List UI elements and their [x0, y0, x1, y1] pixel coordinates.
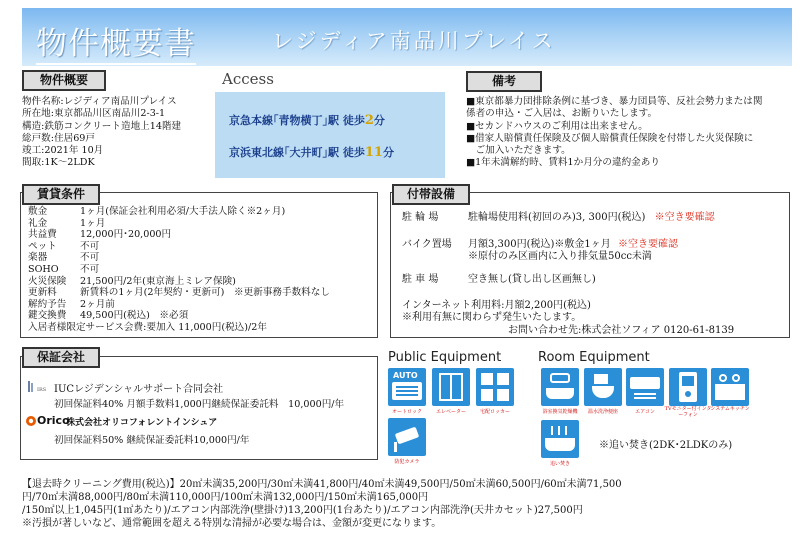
public-equipment-title: Public Equipment: [388, 350, 502, 365]
cleaning-line: 円/70㎡未満88,000円/80㎡未満110,000円/100㎡未満132,000円/150㎡未満165,000円: [22, 492, 429, 503]
route-unit: 分: [382, 146, 394, 159]
overview-line: 所在地:東京都品川区南品川2-3-1: [22, 108, 166, 120]
reheating-bath-icon: [541, 420, 579, 458]
rent-row: 火災保険 21,500円/2年(東京海上ミレア保険): [28, 275, 236, 287]
rent-row: 更新料 新賃料の1ヶ月(2年契約・更新可) ※更新事務手数料なし: [28, 287, 330, 299]
overview-list: [22, 96, 181, 170]
orico-mark-icon: [26, 416, 36, 426]
rent-service-line: 入居者様限定サービス会費:要加入 11,000円(税込)/2年: [28, 321, 267, 333]
auto-lock-icon: AUTO: [388, 368, 426, 406]
cleaning-line: /150㎡以上1,045円(1㎡あたり)/エアコン内部洗浄(壁掛け)13,200円(1台あたり)/エアコン内部洗浄(天井カセット)27,500円: [22, 505, 583, 516]
route-unit: 分: [373, 114, 385, 127]
elevator-icon: [432, 368, 470, 406]
overview-tag: 物件概要: [22, 70, 106, 91]
facilities-tag: 付帯設備: [392, 184, 470, 205]
remarks-line: 係者の申込・ご入居は、お断りいたします。: [466, 108, 658, 120]
delivery-locker-icon: [476, 368, 514, 406]
guarantee-company-detail: 初回保証料50% 継続保証委託料10,000円/年: [54, 435, 250, 446]
guarantee-company-name: IUCレジデンシャルサポート合同会社: [54, 384, 224, 395]
property-name-heading: レジディア南品川プレイス: [272, 29, 556, 53]
guarantee-tag: 保証会社: [22, 347, 100, 368]
access-route: [229, 112, 385, 128]
guarantee-company-detail: 初回保証料40% 月額手数料1,000円継続保証委託料 10,000円/年: [54, 399, 345, 410]
overview-line: 物件名称:レジディア南品川プレイス: [22, 96, 177, 107]
washlet-label: 温水洗浄便座: [587, 409, 618, 415]
route-minutes: 2: [364, 113, 374, 128]
access-title: Access: [222, 70, 274, 88]
overview-line: 竣工:2021年 10月: [22, 145, 104, 157]
route-minutes: 11: [364, 145, 383, 160]
overview-line: 総戸数:住居69戸: [22, 132, 96, 144]
auto-lock-label: オートロック: [392, 409, 422, 415]
cleaning-fees: [22, 478, 622, 530]
rent-row: ペット 不可: [28, 240, 100, 252]
orico-logo: Orico: [26, 414, 70, 427]
system-kitchen-label: システムキッチン: [710, 406, 750, 412]
elevator-label: エレベーター: [435, 409, 466, 415]
guarantee-company-name: 株式会社オリコフォレントインシュア: [66, 418, 218, 428]
remarks-list: [466, 96, 763, 170]
rent-row: 解約予告 2ヶ月前: [28, 298, 115, 310]
irs-logo-text: IRS: [37, 387, 47, 393]
remarks-tag: 備考: [466, 71, 542, 92]
motorbike-sub-note: ※原付のみ区画内に入り排気量50cc未満: [468, 251, 652, 262]
reheating-note: ※追い焚き(2DK･2LDKのみ): [599, 440, 733, 451]
security-camera-label: 防犯カメラ: [394, 459, 420, 465]
internet-fee: インターネット利用料:月額2,200円(税込): [402, 300, 591, 311]
security-camera-icon: [388, 418, 426, 456]
rent-row: 敷金 1ヶ月(保証会社利用必須/大手法人除く※2ヶ月): [28, 206, 286, 217]
motorbike-row: バイク置場 月額3,300円(税込)※敷金1ヶ月 ※空き要確認: [402, 239, 678, 250]
remarks-line: ■1年未満解約時、賃料1か月分の違約金あり: [466, 157, 660, 169]
delivery-locker-label: 宅配ロッカー: [480, 409, 510, 415]
internet-note: ※利用有無に関わらず発生いたします。: [402, 312, 582, 323]
cleaning-line: ※汚損が著しいなど、通常範囲を超える特別な清掃が必要な場合は、金額が変更になります。: [22, 518, 442, 529]
document-title: 物件概要書: [36, 18, 196, 63]
overview-line: 構造:鉄筋コンクリート造地上14階建: [22, 120, 182, 132]
availability-note: ※空き要確認: [617, 239, 678, 250]
tv-intercom-icon: [669, 368, 707, 406]
rent-row: 礼金 1ヶ月: [28, 217, 106, 229]
route-line: 京浜東北線｢大井町｣駅 徒歩: [229, 146, 365, 159]
rent-row: 共益費 12,000円･20,000円: [28, 229, 172, 241]
air-conditioner-label: エアコン: [635, 409, 655, 415]
availability-note: ※空き要確認: [654, 212, 715, 223]
bath-dryer-label: 浴室換気乾燥機: [542, 409, 578, 415]
remarks-line: ■東京都暴力団排除条例に基づき、暴力団員等、反社会勢力または関: [466, 96, 763, 107]
washlet-icon: [584, 368, 622, 406]
room-equipment-title: Room Equipment: [538, 350, 650, 365]
rent-terms-table: [28, 206, 330, 334]
header-banner: [22, 8, 792, 66]
remarks-line: ■セカンドハウスのご利用は出来ません。: [466, 120, 648, 132]
contact-line: お問い合わせ先:株式会社ソフィア 0120-61-8139: [508, 325, 735, 336]
rent-row: 鍵交換費 49,500円(税込) ※必須: [28, 310, 189, 322]
reheating-bath-label: 追い焚き: [549, 461, 570, 467]
remarks-line: ご加入いただきます。: [466, 145, 571, 157]
remarks-line: ■借家人賠償責任保険及び個人賠償責任保険を付帯した火災保険に: [466, 132, 754, 144]
car-parking-row: 駐 車 場 空き無し(貸し出し区画無し): [402, 274, 596, 285]
tv-intercom-label: TVモニター付インターフォン: [664, 406, 712, 418]
rent-terms-tag: 賃貸条件: [22, 184, 100, 205]
overview-line: 間取:1K～2LDK: [22, 157, 95, 169]
bath-dryer-icon: [541, 368, 579, 406]
air-conditioner-icon: [626, 368, 664, 406]
access-box: [215, 92, 445, 178]
cleaning-line: 【退去時クリーニング費用(税込)】20㎡未満35,200円/30㎡未満41,800円/40㎡未満49,500円/50㎡未満60,500円/60㎡未満71,500: [22, 479, 622, 490]
rent-row: 楽器 不可: [28, 252, 100, 264]
system-kitchen-icon: [711, 368, 749, 406]
rent-row: SOHO 不可: [28, 263, 100, 275]
access-route: [229, 144, 394, 160]
route-line: 京急本線｢青物横丁｣駅 徒歩: [229, 114, 365, 127]
bike-parking-row: 駐 輪 場 駐輪場使用料(初回のみ)3, 300円(税込) ※空き要確認: [402, 212, 715, 223]
